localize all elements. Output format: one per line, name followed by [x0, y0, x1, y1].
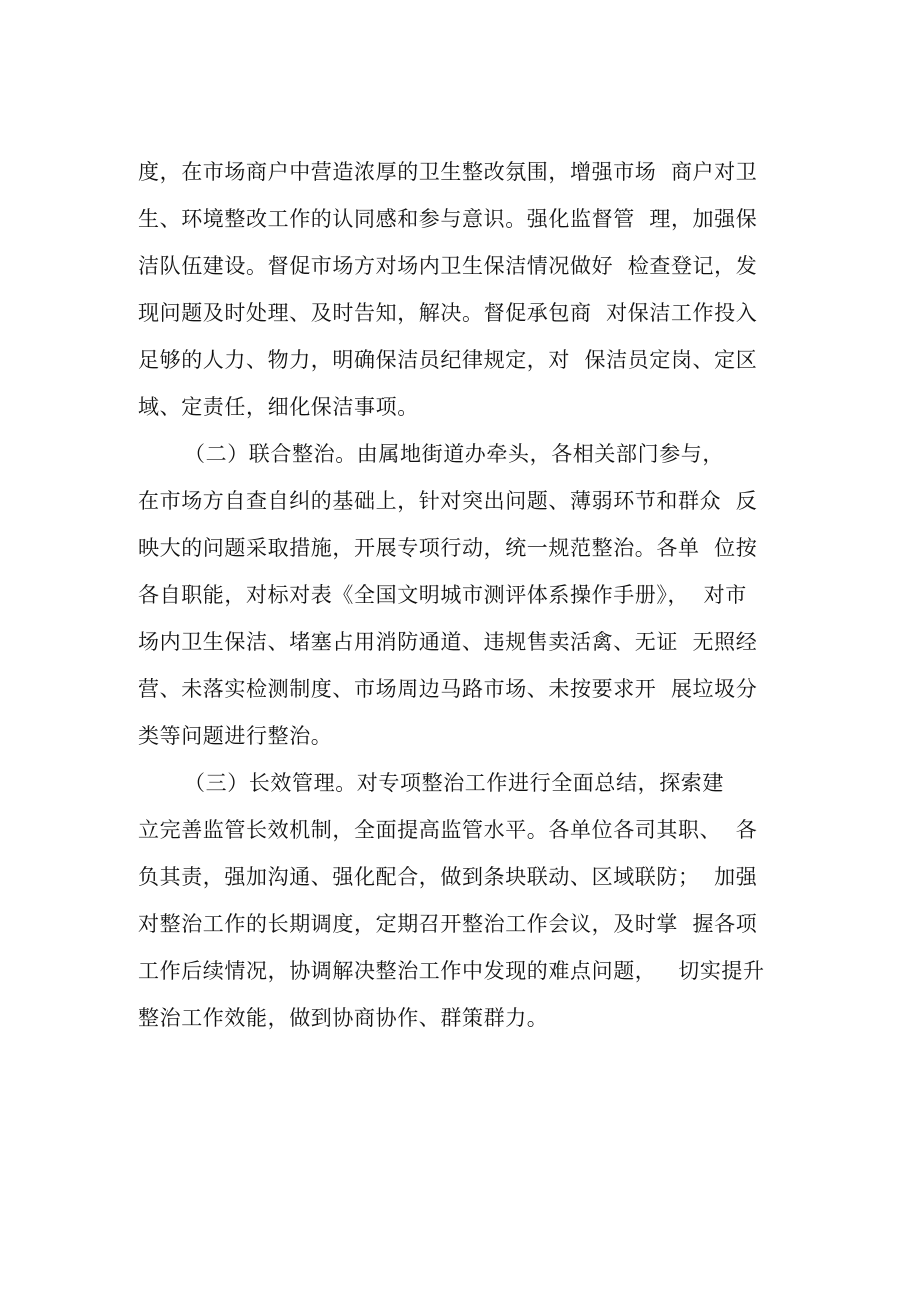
paragraph-2-line-4: 各自职能，对标对表《全国文明城市测评体系操作手册》， 对市: [138, 583, 747, 607]
paragraph-1-line-1: 度，在市场商户中营造浓厚的卫生整改氛围，增强市场 商户对卫: [138, 160, 758, 184]
paragraph-3-line-2: 立完善监管长效机制，全面提高监管水平。各单位各司其职、 各: [138, 818, 758, 842]
paragraph-1-line-2: 生、环境整改工作的认同感和参与意识。强化监督管 理，加强保: [138, 207, 758, 231]
paragraph-2-line-6: 营、未落实检测制度、市场周边马路市场、未按要求开 展垃圾分: [138, 677, 758, 701]
paragraph-2-line-5: 场内卫生保洁、堵塞占用消防通道、违规售卖活禽、无证 无照经: [138, 630, 758, 654]
paragraph-1-line-3: 洁队伍建设。督促市场方对场内卫生保洁情况做好 检查登记，发: [138, 254, 758, 278]
paragraph-2-line-2: 在市场方自查自纠的基础上，针对突出问题、薄弱环节和群众 反: [138, 489, 758, 513]
paragraph-3-line-1: （三）长效管理。对专项整治工作进行全面总结，探索建: [184, 771, 724, 795]
paragraph-3-line-4: 对整治工作的长期调度，定期召开整治工作会议，及时掌 握各项: [138, 912, 758, 936]
paragraph-3-line-3: 负其责，强加沟通、强化配合，做到条块联动、区域联防； 加强: [138, 865, 758, 889]
paragraph-1-line-6: 域、定责任，细化保洁事项。: [138, 395, 419, 419]
paragraph-3-line-5: 工作后续情况，协调解决整治工作中发现的难点问题， 切实提升: [138, 959, 765, 983]
paragraph-1-line-4: 现问题及时处理、及时告知，解决。督促承包商 对保洁工作投入: [138, 301, 758, 325]
paragraph-2-line-3: 映大的问题采取措施，开展专项行动，统一规范整治。各单 位按: [138, 536, 758, 560]
paragraph-2-line-7: 类等问题进行整治。: [138, 724, 333, 748]
paragraph-3-line-6: 整治工作效能，做到协商协作、群策群力。: [138, 1006, 549, 1030]
paragraph-2-line-1: （二）联合整治。由属地街道办牵头，各相关部门参与，: [184, 442, 724, 466]
paragraph-1-line-5: 足够的人力、物力，明确保洁员纪律规定，对 保洁员定岗、定区: [138, 348, 758, 372]
